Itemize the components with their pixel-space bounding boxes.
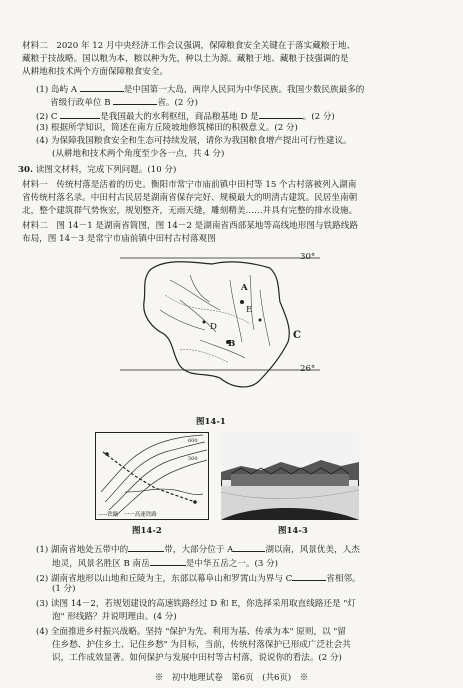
material-2-line-2: 藏粮于技战略。国以粮为本，粮以种为先，种以土为源。藏粮于地、藏粮于技强调的是 [22, 54, 349, 64]
subquestion-3-line-1: (3) 读图 14－2，若规划建设的高速铁路经过 D 和 E，你选择采用取直线路还是 "灯 [36, 599, 356, 609]
sq2-text-2: 省相邻。 [326, 574, 361, 584]
contour-value-500: 500 [188, 456, 198, 462]
city-marker [259, 319, 262, 322]
map-label-e: E [246, 305, 253, 315]
answer-blank[interactable] [60, 109, 100, 119]
subquestion-1-line-1 [36, 542, 360, 556]
sq1-text-2: 带，大部分位于 A [164, 545, 234, 555]
material-1-line-2: 省传统村落名录。中田村古民居是湖南省保存完好、规模最大的明清古建筑。民居坐南朝 [22, 193, 358, 203]
answer-blank[interactable] [292, 571, 326, 581]
subquestion-4-line-1: (4) 全面推进乡村振兴战略。坚持 "保护为先、利用为基、传承为本" 原则，以 "留 [36, 627, 346, 637]
sq1-text-5: 是中华五岳之一。(3 分) [185, 559, 278, 569]
map-label-b: B [228, 339, 236, 349]
question-30-title: 读图文材料，完成下列问题。(10 分) [35, 165, 177, 175]
city-marker [240, 300, 244, 304]
figure-14-1-caption: 图14-1 [196, 417, 226, 427]
point-e [193, 500, 197, 504]
subquestion-4-line-3: 识，工作成效显著。如何保护与发展中田村等古村落，说说你的看法。(2 分) [52, 653, 342, 663]
question-1-line-1 [36, 82, 364, 96]
sq1-text-3: 湖以南，风景优美，人杰 [265, 545, 360, 555]
figure-14-2-caption: 图14-2 [132, 526, 162, 536]
answer-blank[interactable] [150, 556, 186, 566]
point-d [105, 452, 109, 456]
subquestion-2-line-1 [36, 571, 361, 585]
question-1-line-2 [50, 95, 198, 109]
subquestion-1-line-2 [52, 556, 278, 570]
q2-text: 是我国最大的水利枢纽，商品粮基地 D 是 [100, 112, 259, 122]
subquestion-2-line-2: (1 分) [52, 584, 76, 594]
lat-26-label: 26° [300, 364, 316, 374]
answer-blank[interactable] [80, 82, 124, 92]
question-30-heading [18, 165, 176, 176]
city-marker [203, 321, 206, 324]
material-1-line-3: 北，整个建筑群气势恢宏，规划整齐，无雨天缝，雕刻精美……并具有完整的排水设施。 [22, 206, 358, 216]
question-30-number: 30. [18, 165, 33, 175]
question-2 [36, 109, 335, 123]
q2-prefix: (2) C [36, 112, 61, 122]
answer-blank[interactable] [128, 542, 164, 552]
lat-30-label: 30° [300, 252, 316, 262]
hunan-map [120, 250, 330, 398]
sq2-text: (2) 湖南省地形以山地和丘陵为主，东部以幕阜山和罗霄山为界与 C [36, 574, 293, 584]
answer-blank[interactable] [259, 109, 303, 119]
material-2-line-3: 从耕地和技术两个方面保障粮食安全。 [22, 67, 169, 77]
subquestion-3-line-2: 泡" 形线路？并说明理由。(4 分) [52, 612, 177, 622]
map-label-c: C [293, 330, 301, 341]
question-4-line-1: (4) 为保障我国粮食安全和生态可持续发展，请你为我国粮食增产提出可行性建议。 [36, 136, 352, 146]
q1-prefix: (1) 岛屿 A [36, 85, 80, 95]
question-3: (3) 根据所学知识，简述在南方丘陵坡地修筑梯田的积极意义。(2 分) [36, 123, 298, 133]
map-label-d: D [210, 322, 217, 332]
contour-legend: -----铁路 一一高速铁路 [98, 512, 157, 518]
contour-value-600: 600 [188, 438, 198, 444]
material-2-line-1: 材料二 2020 年 12 月中央经济工作会议强调，保障粮食安全关键在于落实藏粮于地、 [22, 41, 356, 51]
page-footer: ※ 初中地理试卷 第6页 (共6页) ※ [154, 673, 309, 683]
q1-text-3: 省。(2 分) [157, 98, 199, 108]
sq1-text: (1) 湖南省地处五带中的 [36, 545, 129, 555]
q2-text-2: 。(2 分) [302, 112, 335, 122]
q1-text: 是中国第一大岛，两岸人民同为中华民族。我国少数民族最多的 [123, 85, 365, 95]
subquestion-4-line-2: 住乡愁、护住乡土、记住乡愁" 为目标，当前，传统村落保护已形成广泛社会共 [52, 640, 351, 650]
map-label-a: A [241, 283, 248, 293]
q1-text-2: 省级行政单位 B [50, 98, 114, 108]
village-photo [221, 432, 359, 520]
material-2b-line-2: 布局，图 14－3 是常宁市庙前镇中田村古村落观图 [22, 234, 216, 244]
answer-blank[interactable] [233, 542, 265, 552]
material-2b-line-1: 材料二 图 14－1 是湖南省简图，图 14－2 是湖南省西部某地等高线地形图与铁路线路 [22, 221, 358, 231]
material-1-line-1: 材料一 传统村落是活着的历史。衡阳市常宁市庙前镇中田村等 15 个古村落被列入湖南 [22, 180, 357, 190]
figure-14-3-caption: 图14-3 [278, 526, 308, 536]
question-4-line-2: (从耕地和技术两个角度至少各一点，共 4 分) [52, 149, 225, 159]
answer-blank[interactable] [113, 95, 157, 105]
sq1-text-4: 地灵，风景名胜区 B 南岳 [52, 559, 150, 569]
